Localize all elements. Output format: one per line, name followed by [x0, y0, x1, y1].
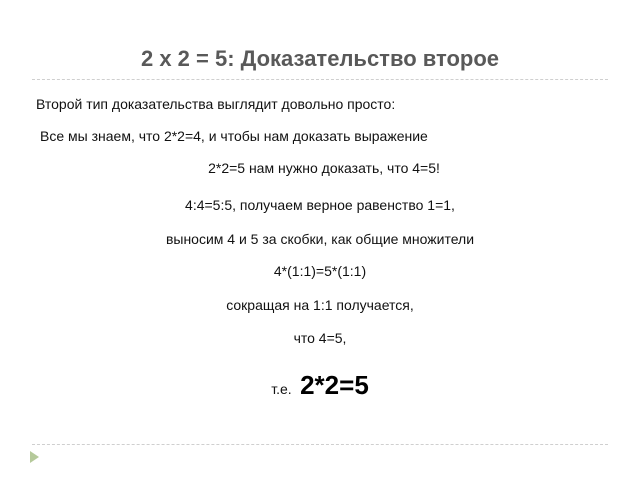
text-line-8: что 4=5,	[293, 330, 347, 346]
slide-title: 2 х 2 = 5: Доказательство второе	[140, 46, 500, 71]
result-prefix: т.е.	[271, 381, 292, 397]
text-line-4: 4:4=5:5, получаем верное равенство 1=1,	[185, 197, 455, 213]
text-line-2: Все мы знаем, что 2*2=4, и чтобы нам доказать выражение	[40, 128, 428, 144]
footer-divider	[32, 444, 608, 445]
text-line-5: выносим 4 и 5 за скобки, как общие множители	[165, 231, 475, 247]
result-formula: 2*2=5	[300, 370, 369, 400]
triangle-right-icon	[30, 451, 39, 463]
title-divider	[32, 79, 608, 80]
text-line-6: 4*(1:1)=5*(1:1)	[273, 263, 367, 279]
text-line-1: Второй тип доказательства выглядит довольно просто:	[36, 96, 396, 112]
text-line-7: сокращая на 1:1 получается,	[226, 297, 414, 313]
text-line-3: 2*2=5 нам нужно доказать, что 4=5!	[208, 160, 440, 176]
result-line	[0, 370, 640, 401]
